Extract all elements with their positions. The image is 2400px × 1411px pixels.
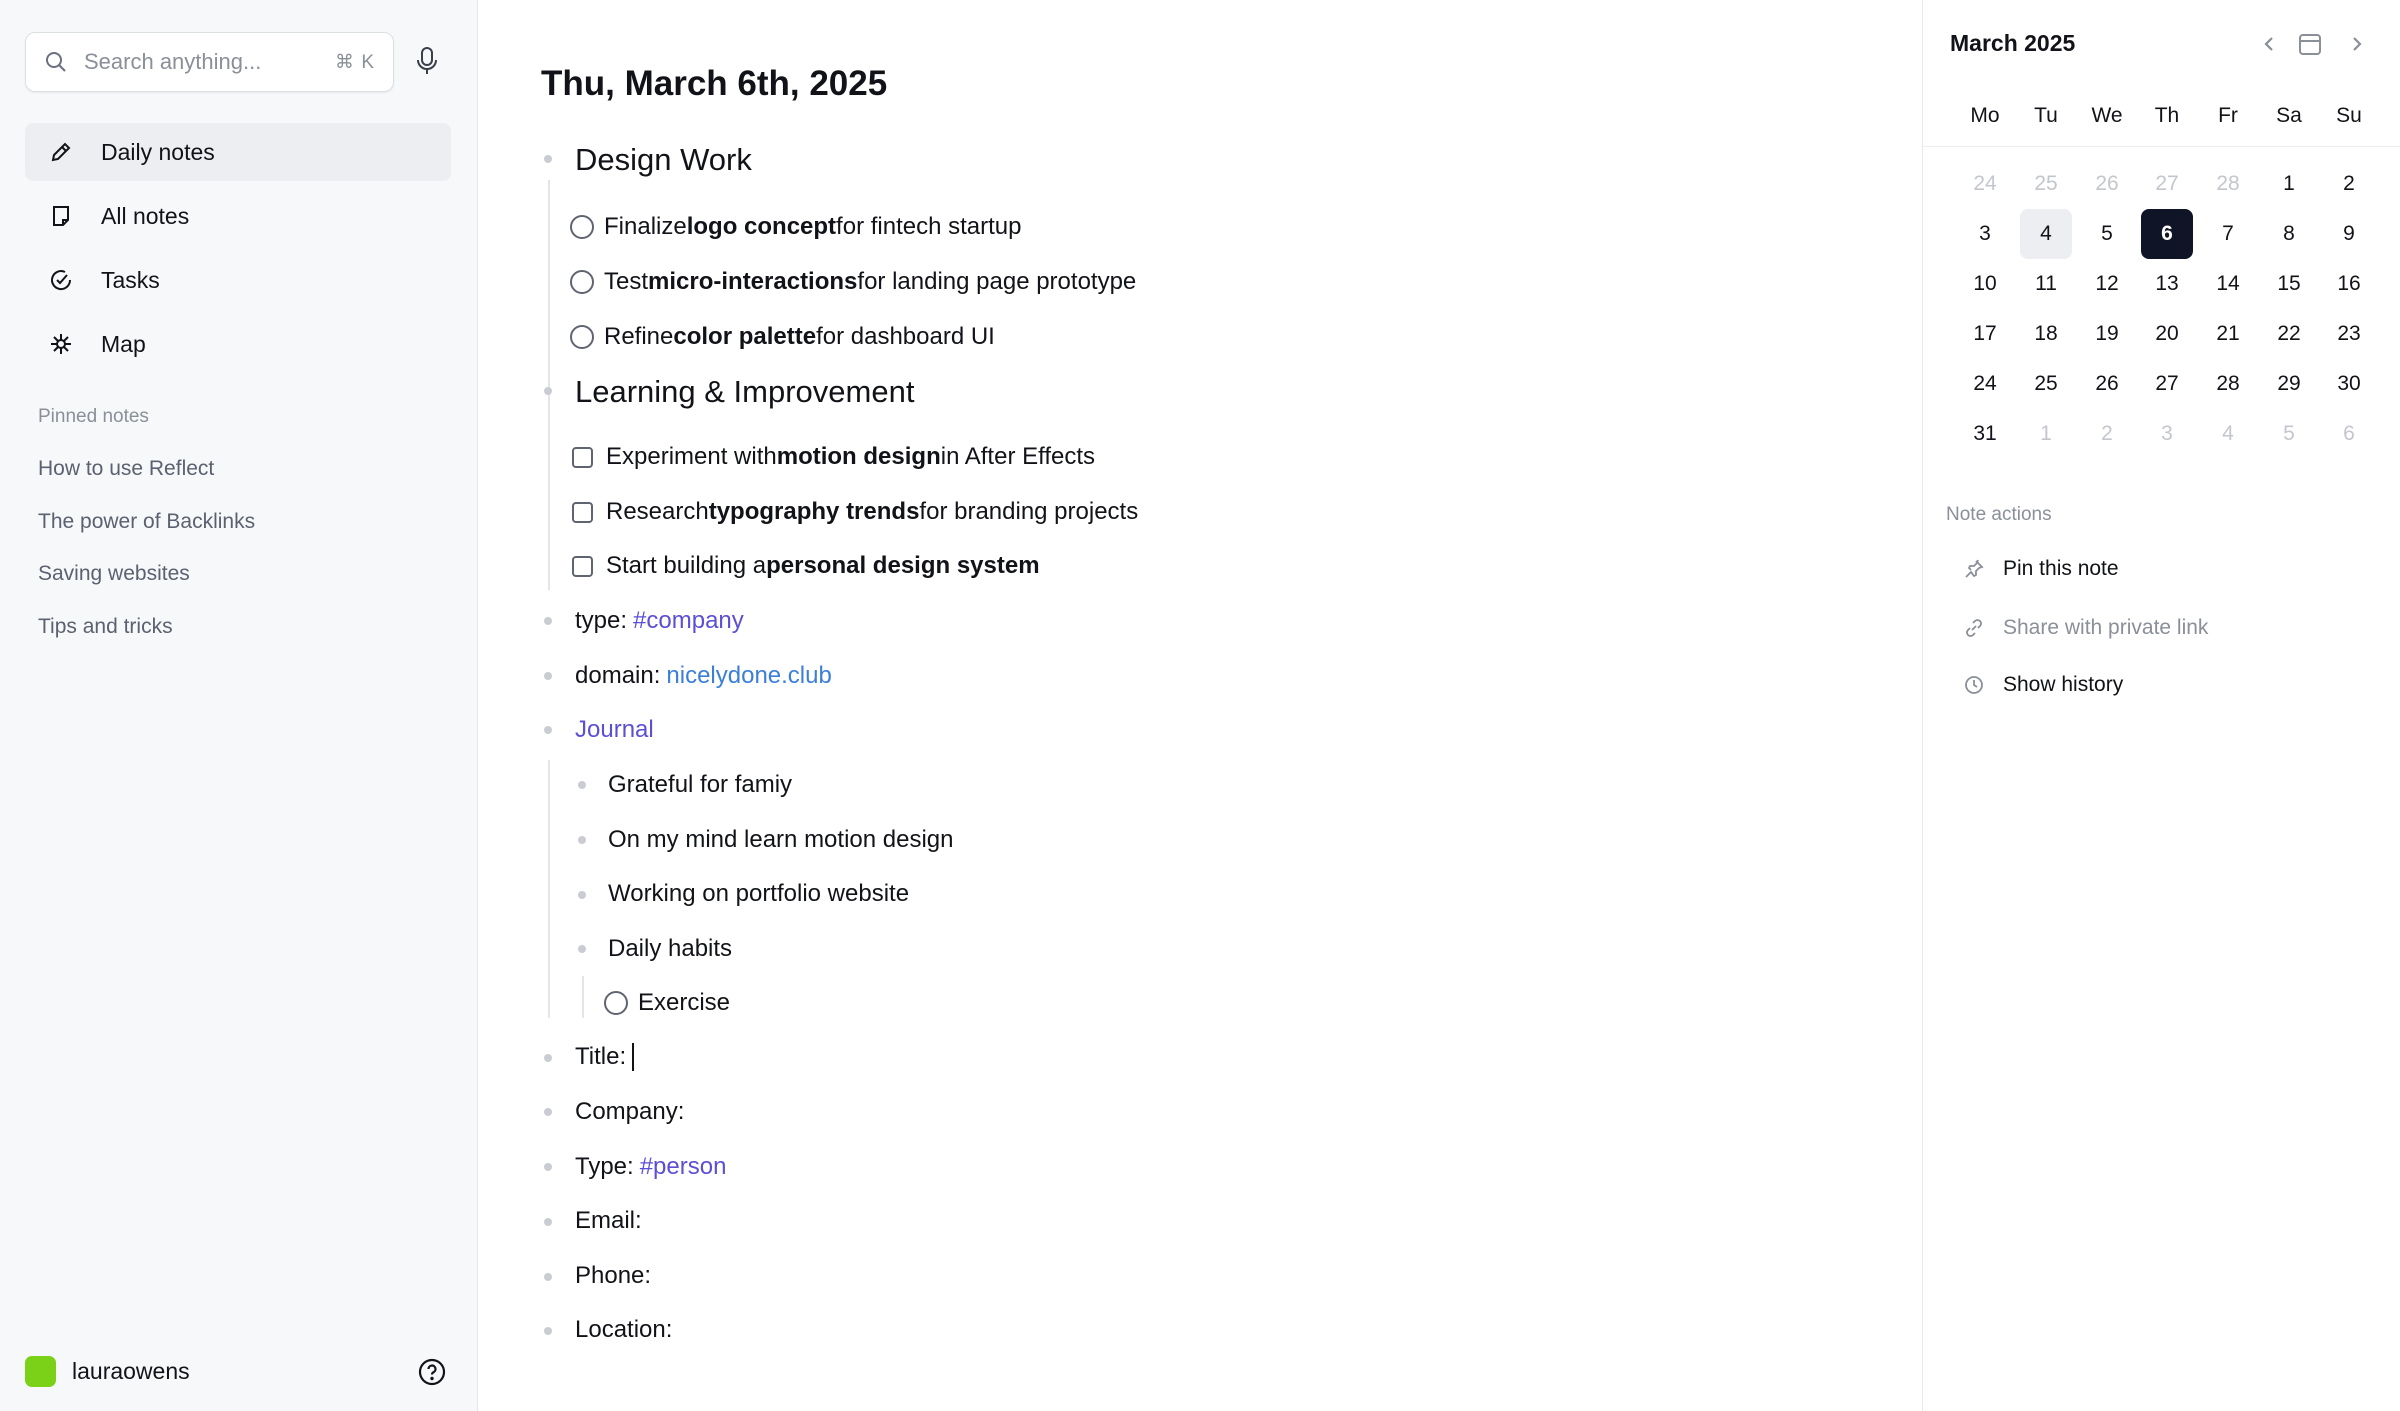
phone-property[interactable]: Phone: bbox=[575, 1262, 652, 1289]
property-label: domain: bbox=[575, 662, 661, 689]
pinned-note[interactable]: How to use Reflect bbox=[38, 457, 215, 480]
note-editor[interactable] bbox=[478, 0, 1922, 1411]
task-text: for dashboard UI bbox=[816, 323, 995, 350]
task-bold: color palette bbox=[673, 323, 817, 350]
title-property[interactable] bbox=[575, 1040, 634, 1074]
tag-link[interactable]: #person bbox=[639, 1153, 727, 1180]
calendar-day[interactable]: 29 bbox=[2277, 372, 2301, 395]
weekday-label: Sa bbox=[2276, 104, 2302, 127]
weekday-label: Fr bbox=[2218, 104, 2238, 127]
action-label: Show history bbox=[2003, 673, 2124, 696]
task-text: in After Effects bbox=[940, 443, 1096, 470]
calendar-day[interactable]: 28 bbox=[2216, 172, 2240, 195]
company-property[interactable]: Company: bbox=[575, 1098, 685, 1125]
weekday-label: Mo bbox=[1970, 104, 2000, 127]
calendar-day[interactable]: 10 bbox=[1973, 272, 1997, 295]
domain-property bbox=[575, 659, 832, 693]
email-property[interactable]: Email: bbox=[575, 1207, 642, 1234]
nav-tasks[interactable] bbox=[25, 251, 451, 309]
checkbox[interactable] bbox=[572, 502, 593, 523]
search-input[interactable] bbox=[25, 32, 394, 92]
calendar-day[interactable]: 21 bbox=[2216, 322, 2240, 345]
calendar-day[interactable]: 9 bbox=[2343, 222, 2355, 245]
bullet bbox=[544, 617, 552, 625]
task-item[interactable] bbox=[570, 320, 995, 354]
task-bold: micro-interactions bbox=[648, 268, 858, 295]
calendar-day[interactable]: 5 bbox=[2101, 222, 2113, 245]
tag-link[interactable]: #company bbox=[633, 607, 744, 634]
task-text: Finalize bbox=[604, 213, 687, 240]
calendar-day[interactable]: 15 bbox=[2277, 272, 2301, 295]
pinned-notes-heading: Pinned notes bbox=[38, 406, 149, 427]
calendar-day[interactable]: 7 bbox=[2222, 222, 2234, 245]
domain-link[interactable]: nicelydone.club bbox=[666, 662, 832, 689]
nav-label: Map bbox=[101, 330, 146, 357]
checkbox-item[interactable] bbox=[572, 549, 1040, 583]
task-circle-icon[interactable] bbox=[604, 991, 628, 1015]
calendar-day[interactable]: 6 bbox=[2141, 209, 2193, 259]
checkbox[interactable] bbox=[572, 447, 593, 468]
calendar-day[interactable]: 3 bbox=[1979, 222, 1991, 245]
calendar-day[interactable]: 12 bbox=[2095, 272, 2119, 295]
journal-item: Daily habits bbox=[608, 935, 733, 962]
calendar-day[interactable]: 17 bbox=[1973, 322, 1997, 345]
help-icon[interactable] bbox=[418, 1358, 446, 1391]
pencil-icon bbox=[47, 138, 75, 166]
search-icon bbox=[44, 50, 68, 74]
bullet bbox=[578, 945, 586, 953]
show-history-action[interactable] bbox=[1963, 673, 2123, 697]
task-bold: motion design bbox=[776, 443, 941, 470]
task-text: for fintech startup bbox=[836, 213, 1022, 240]
task-text: for landing page prototype bbox=[857, 268, 1137, 295]
task-text: Test bbox=[604, 268, 649, 295]
calendar-day[interactable]: 1 bbox=[2040, 422, 2052, 445]
action-label: Share with private link bbox=[2003, 616, 2209, 639]
pin-note-action[interactable] bbox=[1963, 557, 2119, 581]
bullet bbox=[578, 836, 586, 844]
map-network-icon bbox=[47, 330, 75, 358]
task-circle-icon[interactable] bbox=[570, 215, 594, 239]
calendar-day[interactable]: 2 bbox=[2343, 172, 2355, 195]
calendar-day[interactable]: 2 bbox=[2101, 422, 2113, 445]
bullet bbox=[544, 387, 552, 395]
calendar-day[interactable]: 27 bbox=[2155, 372, 2179, 395]
calendar-day[interactable]: 6 bbox=[2343, 422, 2355, 445]
task-item[interactable] bbox=[570, 210, 1021, 244]
calendar-day[interactable]: 26 bbox=[2095, 172, 2119, 195]
calendar-day[interactable]: 24 bbox=[1973, 172, 1997, 195]
calendar-day[interactable]: 8 bbox=[2283, 222, 2295, 245]
task-bold: personal design system bbox=[766, 552, 1040, 579]
nav-label: All notes bbox=[101, 202, 190, 229]
calendar-day[interactable]: 24 bbox=[1973, 372, 1997, 395]
checkbox[interactable] bbox=[572, 556, 593, 577]
task-text: Research bbox=[606, 498, 709, 525]
sidebar bbox=[0, 0, 478, 1411]
pinned-note[interactable]: Saving websites bbox=[38, 562, 190, 585]
bullet bbox=[578, 781, 586, 789]
pinned-note[interactable]: The power of Backlinks bbox=[38, 509, 256, 533]
task-text: Experiment with bbox=[606, 443, 777, 470]
calendar-day[interactable]: 3 bbox=[2161, 422, 2173, 445]
calendar-day[interactable]: 13 bbox=[2155, 272, 2179, 295]
calendar-day[interactable]: 23 bbox=[2337, 322, 2361, 345]
calendar-day[interactable]: 19 bbox=[2095, 322, 2119, 345]
bullet bbox=[544, 155, 552, 163]
calendar-icon[interactable] bbox=[2297, 30, 2323, 63]
type-person-property bbox=[575, 1150, 726, 1184]
calendar-day[interactable]: 25 bbox=[2034, 172, 2058, 195]
property-label: Title: bbox=[575, 1043, 627, 1070]
calendar-day[interactable]: 27 bbox=[2155, 172, 2179, 195]
indent-guide bbox=[582, 976, 584, 1018]
journal-link[interactable]: Journal bbox=[575, 716, 654, 743]
sidebar-nav bbox=[25, 123, 451, 379]
location-property[interactable]: Location: bbox=[575, 1316, 673, 1343]
bullet bbox=[544, 1273, 552, 1281]
nav-label: Daily notes bbox=[101, 138, 215, 165]
avatar bbox=[25, 1356, 56, 1387]
weekday-label: Su bbox=[2336, 104, 2362, 127]
task-bold: typography trends bbox=[708, 498, 920, 525]
calendar-day[interactable]: 16 bbox=[2337, 272, 2361, 295]
page-title: Thu, March 6th, 2025 bbox=[541, 64, 888, 103]
search-placeholder: Search anything... bbox=[84, 49, 262, 74]
calendar-day[interactable]: 4 bbox=[2020, 209, 2072, 259]
property-label: type: bbox=[575, 607, 628, 634]
bullet bbox=[544, 1327, 552, 1335]
bullet bbox=[544, 1054, 552, 1062]
checkbox-item[interactable] bbox=[572, 440, 1095, 474]
task-circle-icon[interactable] bbox=[570, 325, 594, 349]
journal-item: Grateful for famiy bbox=[608, 771, 793, 798]
username: lauraowens bbox=[72, 1358, 190, 1384]
bullet bbox=[578, 891, 586, 899]
calendar-day[interactable]: 25 bbox=[2034, 372, 2058, 395]
calendar-day[interactable]: 18 bbox=[2034, 322, 2058, 345]
chevron-left-icon[interactable] bbox=[2259, 30, 2279, 63]
calendar-divider bbox=[1923, 146, 2400, 147]
task-text: Exercise bbox=[638, 989, 731, 1016]
nav-all-notes[interactable] bbox=[25, 187, 451, 245]
journal-item: Working on portfolio website bbox=[608, 880, 910, 907]
bullet bbox=[544, 1108, 552, 1116]
bullet bbox=[544, 1163, 552, 1171]
calendar-month-title: March 2025 bbox=[1950, 30, 2076, 56]
calendar-day[interactable]: 5 bbox=[2283, 422, 2295, 445]
task-text: for branding projects bbox=[919, 498, 1139, 525]
bullet bbox=[544, 672, 552, 680]
checkbox-item[interactable] bbox=[572, 495, 1138, 529]
nav-label: Tasks bbox=[101, 266, 160, 293]
pinned-note[interactable]: Tips and tricks bbox=[38, 614, 173, 638]
check-circle-icon bbox=[47, 266, 75, 294]
note-actions-heading: Note actions bbox=[1946, 504, 2052, 525]
weekday-label: Th bbox=[2154, 104, 2180, 127]
weekday-label: Tu bbox=[2034, 104, 2058, 127]
bullet bbox=[544, 726, 552, 734]
indent-guide bbox=[548, 760, 550, 1018]
action-label: Pin this note bbox=[2003, 557, 2119, 580]
property-label: Type: bbox=[575, 1153, 634, 1180]
calendar-day[interactable]: 1 bbox=[2283, 172, 2295, 195]
calendar-day[interactable]: 11 bbox=[2035, 272, 2057, 295]
pin-icon bbox=[1963, 559, 1985, 579]
chevron-right-icon[interactable] bbox=[2347, 30, 2367, 63]
user-profile[interactable] bbox=[25, 1356, 190, 1387]
task-text: Refine bbox=[604, 323, 674, 350]
calendar-day[interactable]: 30 bbox=[2337, 372, 2361, 395]
heading-learning: Learning & Improvement bbox=[575, 374, 915, 409]
weekday-label: We bbox=[2091, 104, 2123, 127]
nav-daily-notes[interactable] bbox=[25, 123, 451, 181]
calendar-day[interactable]: 22 bbox=[2277, 322, 2301, 345]
pinned-notes-list bbox=[38, 452, 255, 662]
task-circle-icon[interactable] bbox=[570, 270, 594, 294]
link-icon bbox=[1963, 618, 1985, 638]
task-bold: logo concept bbox=[686, 213, 837, 240]
type-property bbox=[575, 604, 744, 638]
calendar-day[interactable]: 31 bbox=[1973, 422, 1997, 445]
clock-icon bbox=[1963, 675, 1985, 695]
calendar-day[interactable]: 4 bbox=[2222, 422, 2234, 445]
bullet bbox=[544, 1218, 552, 1226]
heading-design-work: Design Work bbox=[575, 142, 752, 177]
calendar-day[interactable]: 14 bbox=[2216, 272, 2240, 295]
right-panel bbox=[1922, 0, 2400, 1411]
task-item[interactable] bbox=[604, 986, 730, 1020]
indent-guide bbox=[548, 410, 550, 590]
calendar-day[interactable]: 20 bbox=[2155, 322, 2179, 345]
share-link-action[interactable] bbox=[1963, 616, 2208, 640]
microphone-icon[interactable] bbox=[416, 46, 438, 81]
journal-item: On my mind learn motion design bbox=[608, 826, 954, 853]
task-item[interactable] bbox=[570, 265, 1136, 299]
notes-icon bbox=[47, 202, 75, 230]
task-text: Start building a bbox=[606, 552, 767, 579]
nav-map[interactable] bbox=[25, 315, 451, 373]
text-cursor bbox=[632, 1043, 634, 1071]
calendar-day[interactable]: 26 bbox=[2095, 372, 2119, 395]
search-shortcut: ⌘ K bbox=[335, 51, 375, 73]
calendar-day[interactable]: 28 bbox=[2216, 372, 2240, 395]
